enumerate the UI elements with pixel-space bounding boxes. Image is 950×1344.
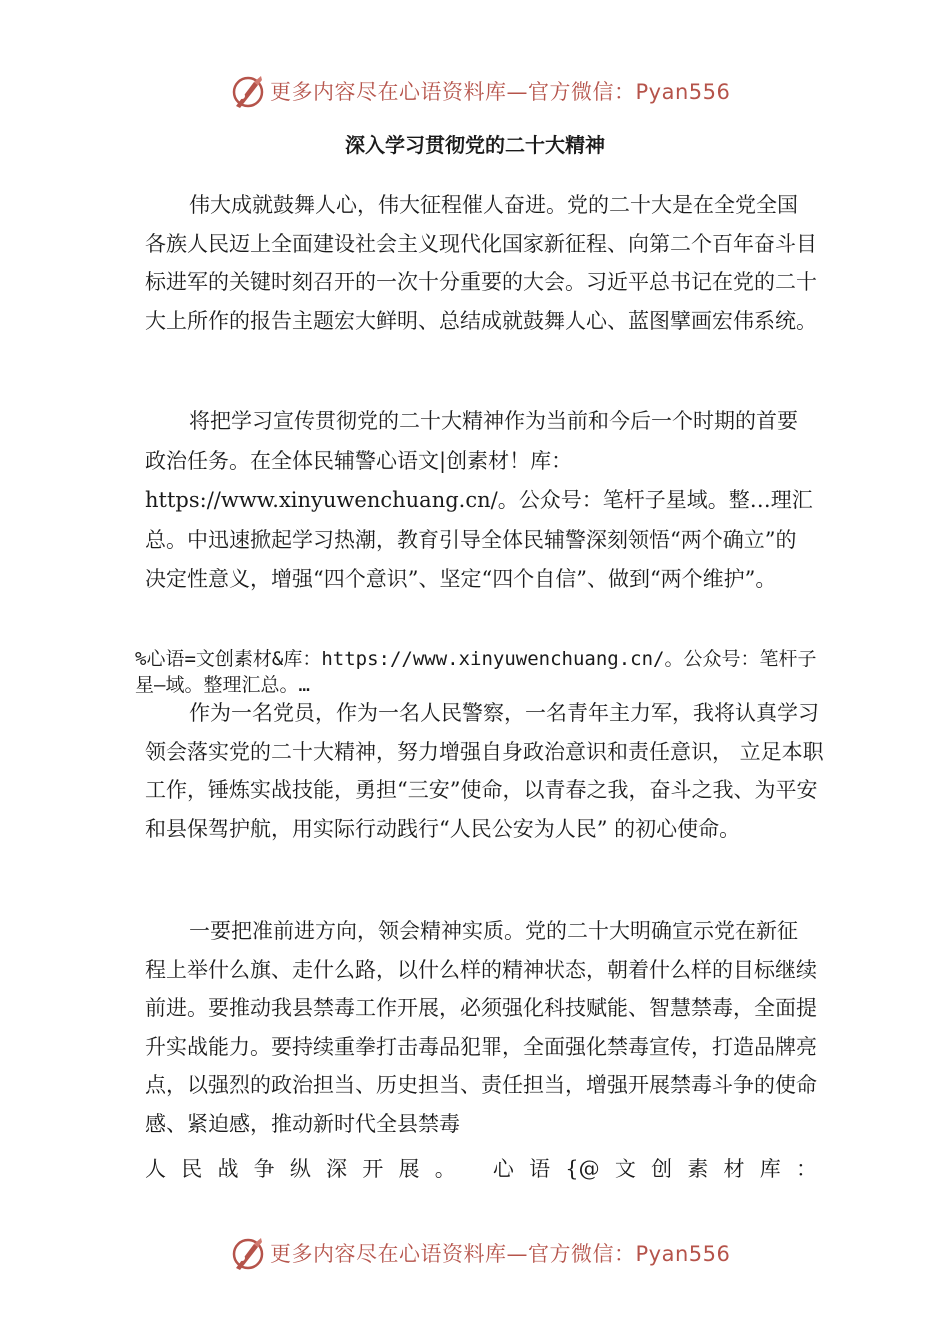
footer-watermark-banner: [0, 1232, 950, 1276]
watermark-note-line: %心语=文创素材&库：https://www.xinyuwenchuang.cn/。公众号：笔杆子星—域。整理汇总。…: [135, 648, 817, 696]
paragraph-2: 将把学习宣传贯彻党的二十大精神作为当前和今后一个时期的首要政治任务。在全体民辅警心语文|创素材！库：https://www.xinyuwenchuang.cn/。公众号：笔杆子星域。整…理汇总。中迅速掀起学习热潮，教育引导全体民辅警深刻领悟“两个确立”的决定性意义，增强“四个意识”、坚定“四个自信”、做到“两个维护”。: [145, 409, 813, 591]
paragraph-4-last-line: 人民战争纵深开展。 心语{@文创素材库：: [145, 1157, 817, 1181]
banner-text: 更多内容尽在心语资料库—官方微信：Pyan556: [270, 80, 731, 104]
paragraph-3: 作为一名党员，作为一名人民警察，一名青年主力军，我将认真学习领会落实党的二十大精神，努力增强自身政治意识和责任意识， 立足本职工作，锤炼实战技能，勇担“三安”使命，以青春之我，奋斗之我、为平安和县保驾护航，用实际行动践行“人民公安为人民” 的初心使命。: [145, 701, 824, 841]
paragraph-4: 一要把准前进方向，领会精神实质。党的二十大明确宣示党在新征程上举什么旗、走什么路，以什么样的精神状态，朝着什么样的目标继续前进。要推动我县禁毒工作开展，必须强化科技赋能、智慧禁毒，全面提升实战能力。要持续重拳打击毒品犯罪，全面强化禁毒宣传，打造品牌亮点，以强烈的政治担当、历史担当、责任担当，增强开展禁毒斗争的使命感、紧迫感，推动新时代全县禁毒: [145, 919, 817, 1136]
paragraph-1: 伟大成就鼓舞人心，伟大征程催人奋进。党的二十大是在全党全国各族人民迈上全面建设社会主义现代化国家新征程、向第二个百年奋斗目标进军的关键时刻召开的一次十分重要的大会。习近平总书记在党的二十大上所作的报告主题宏大鲜明、总结成就鼓舞人心、蓝图擘画宏伟系统。: [145, 193, 817, 333]
banner-text: 更多内容尽在心语资料库—官方微信：Pyan556: [270, 1242, 731, 1266]
header-watermark-banner: [0, 70, 950, 114]
document-title: 深入学习贯彻党的二十大精神: [345, 133, 605, 157]
pen-quill-logo-icon: [228, 72, 268, 112]
pen-quill-logo-icon: [228, 1234, 268, 1274]
